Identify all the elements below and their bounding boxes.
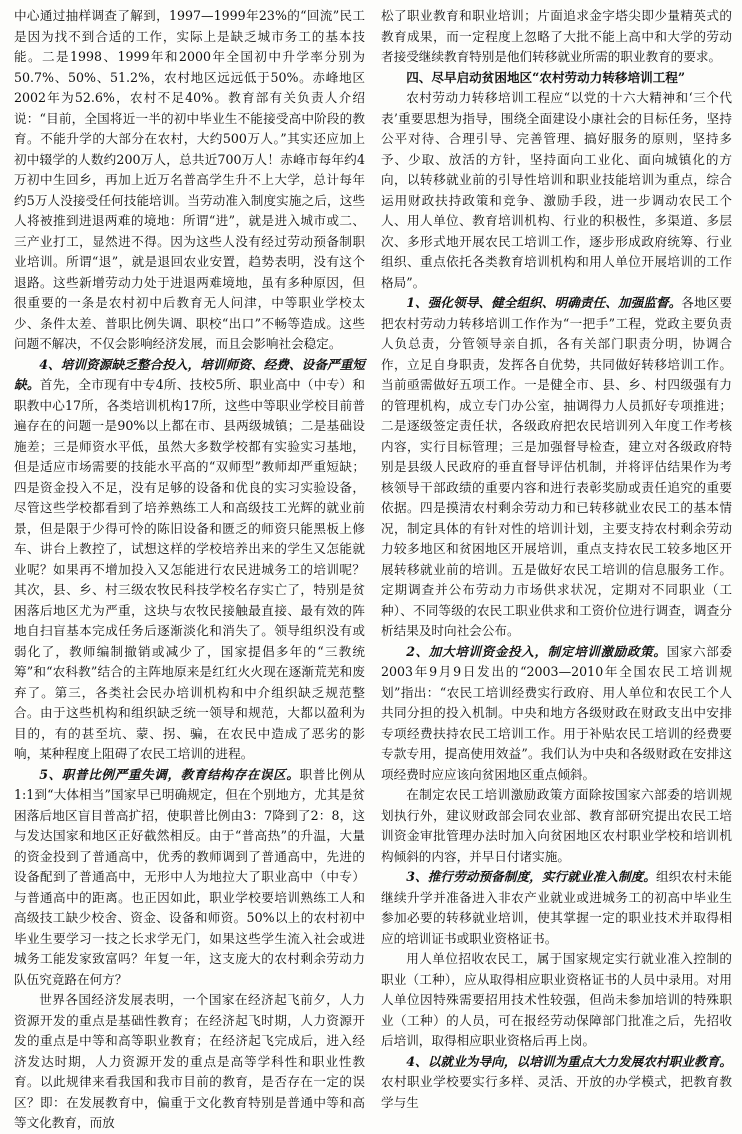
- paragraph-continued-survey: 中心通过抽样调查了解到，1997—1999年23%的“回流”民工是因为找不到合适的工作，实际上是缺乏城市务工的基本技能。二是1998、1999年和2000年全国初中升学率分别为50.7%、50%、51.2%，农村地区远远低于50%。赤峰地区2002年为52.6%，农村不足40%。教育部有关负责人介绍说：“目前，全国将近一半的初中毕业生不能接受高中阶段的教育。不能升学的大部分在农村，大约500万人。”其实还应加上初中辍学的人数约200万人，总共近700万人！赤峰市每年约4万初中生回乡，再加上近万名普高学生升不上大学，总计每年约5万人没接受任何技能培训。当劳动准入制度实施之后，这些人将被推到进退两难的境地：所谓“进”，就是进入城市或二、三产业打工，显然进不得。因为这些人没有经过劳动预备制职业培训。所谓“退”，就是退回农业安置，趋势表明，没有这个退路。这些新增劳动力处于进退两难境地，虽有多种原因，但很重要的一条是农村初中后教育无人问津，中等职业学校太少、条件太差、普职比例失调、职校“出口”不畅等造成。这些问题不解决，不仅会影响经济发展，而且会影响社会稳定。: [14, 8, 365, 351]
- left-column: [14, 6, 365, 1130]
- point-4-paragraph: [14, 355, 365, 765]
- recommendation-3: [381, 867, 732, 949]
- right-column: [381, 6, 733, 1110]
- recommendation-3-continued: 用人单位招收农民工，属于国家规定实行就业准入控制的职业（工种），应从取得相应职业资格证书的人员中录用。对用人单位因特殊需要招用技术性较强，但尚未参加培训的特殊职业（工种）的人员，可在报经劳动保障部门批准之后，先招收后培训，取得相应职业资格后再上岗。: [381, 951, 732, 1048]
- section-4-heading: 四、尽早启动贫困地区“农村劳动力转移培训工程”: [406, 69, 686, 85]
- recommendation-2-lead: 2、加大培训资金投入，制定培训激励政策。: [406, 643, 667, 659]
- point-4-lead: 4、培训资源缺乏整合投入，培训师资、经费、设备严重短缺。: [14, 356, 365, 392]
- paragraph-world-development: 世界各国经济发展表明，一个国家在经济起飞前夕，人力资源开发的重点是基础性教育；在经济起飞时期，人力资源开发的重点是中等和高等职业教育；在经济起飞完成后，进入经济发达时期，人力资源开发的重点是高等学科性和职业性教育。以此规律来看我国和我市目前的教育，是否存在一定的误区？即：在发展教育中，偏重于文化教育特别是普通中等和高等文化教育，而放: [14, 992, 365, 1130]
- point-5-paragraph: [14, 765, 365, 991]
- point-5-lead: 5、职普比例严重失调，教育结构存在误区。: [39, 766, 300, 782]
- point-4-body: 首先，全市现有中专4所、技校5所、职业高中（中专）和职教中心17所，各类培训机构17所，这些中等职业学校目前普遍存在的问题一是90%以上都在市、县两级城镇；二是基础设施差；三是师资水平低，虽然大多数学校都有实验实习基地，但是适应市场需要的技能水平高的“双师型”教师却严重短缺；四是资金投入不足，没有足够的设备和优良的实习实验设备，尽管这些学校都看到了培养熟练工人和高级技工光辉的就业前景，但是限于少得可怜的陈旧设备和匮乏的师资只能黑板上修车、讲台上教控了，试想这样的学校培养出来的学生又怎能就业呢？如果再不增加投入又怎能进行农民进城务工的培训呢？其次，县、乡、村三级农牧民科技学校名存实亡了，特别是贫困落后地区尤为严重，这块与农牧民接触最直接、最有效的阵地自扫盲基本完成任务后逐渐淡化和消失了。领导组织没有或弱化了，教师编制撤销或减少了，国家提倡多年的“三教统筹”和“农科教”结合的主阵地原来是红红火火现在逐渐荒芜和废弃了。第三，各类社会民办培训机构和中介组织缺乏规范整合。由于这些机构和组织缺乏统一领导和规范，大都以盈利为目的，有的甚至坑、蒙、拐、骗，在农民中造成了恶劣的影响，某种程度上阻碍了农民工培训的进程。: [14, 377, 365, 761]
- recommendation-2-continued: 在制定农民工培训激励政策方面除按国家六部委的培训规划执行外，建议财政部会同农业部、教育部研究提出农民工培训资金审批管理办法时加入向贫困地区农村职业学校和培训机构倾斜的内容，并早日付诸实施。: [381, 787, 732, 864]
- recommendation-3-body: 组织农村未能继续升学并准备进入非农产业就业或进城务工的初高中毕业生参加必要的转移就业培训，使其掌握一定的职业技术并取得相应的培训证书或职业资格证书。: [381, 869, 733, 946]
- recommendation-2-body: 国家六部委2003年9月9日发出的“2003—2010年全国农民工培训规划”指出：“农民工培训经费实行政府、用人单位和农民工个人共同分担的投入机制。中央和地方各级财政在财政支出中安排专项经费扶持农民工培训工作。用于补贴农民工培训的经费要专款专用，提高使用效益”。我们认为中央和各级财政在安排这项经费时应应该向贫困地区重点倾斜。: [381, 643, 732, 782]
- recommendation-3-lead: 3、推行劳动预备制度，实行就业准入制度。: [406, 869, 656, 884]
- recommendation-1: [381, 293, 732, 642]
- recommendation-1-body: 各地区要把农村劳动力转移培训工作作为“一把手”工程，党政主要负责人负总责，分管领导亲自抓，各有关部门职责分明，协调合作，立足自身职责，发挥各自优势，共同做好转移培训工作。当前亟需做好五项工作。一是健全市、县、乡、村四级强有力的管理机构，成立专门办公室，抽调得力人员抓好专项推进；二是逐级签定责任状，各级政府把农民培训列入年度工作考核内容，实行目标管理；三是加强督导检查，建立对各级政府特别是县级人民政府的垂直督导评估机制，并将评估结果作为考核领导干部政绩的重要内容和进行表彰奖励或责任追究的重要依据。四是摸清农村剩余劳动力和已转移就业农民工的基本情况，制定具体的有针对性的培训计划，主要支持农村剩余劳动力较多地区和贫困地区开展培训，重点支持农民工较多地区开展转移就业前的培训。五是做好农民工培训的信息服务工作。定期调查并公布劳动力市场供求状况，定期对不同职业（工种）、不同等级的农民工职业供求和工资价位进行调查，调查分析结果及时向社会公布。: [381, 295, 732, 638]
- point-5-body: 职普比例从1:1到“大体相当”国家早已明确规定，但在个别地方，尤其是贫困落后地区盲目普高扩招，使职普比例由3：7降到了2：8，这与发达国家和地区正好截然相反。由于“普高热”的升温，大量的资金投到了普通高中，优秀的教师调到了普通高中，先进的设备配到了普通高中，无形中人为地拉大了职业高中（中专）与普通高中的距离。也正因如此，职业学校要培训熟练工人和高级技工缺少校舍、资金、设备和师资。50%以上的农村初中毕业生要学习一技之长求学无门，如果这些学生流入社会或进城务工能发家致富吗？年复一年，这支庞大的农村剩余劳动力队伍究竟路在何方？: [14, 766, 365, 987]
- paragraph-continued-education: 松了职业教育和职业培训；片面追求金字塔尖即少量精英式的教育成果，而一定程度上忽略了大批不能上高中和大学的劳动者接受继续教育特别是他们转移就业所需的职业教育的要求。: [381, 8, 732, 64]
- recommendation-2: [381, 642, 732, 786]
- recommendation-1-lead: 1、强化领导、健全组织、明确责任、加强监督。: [406, 295, 682, 310]
- paragraph-training-engineering: 农村劳动力转移培训工程应“以党的十六大精神和‘三个代表’重要思想为指导，围绕全面建设小康社会的目标任务，坚持公平对待、合理引导、完善管理、搞好服务的原则，坚持多予、少取、放活的方针，坚持面向工业化、面向城镇化的方向，以转移就业前的引导性培训和职业技能培训为重点，综合运用财政扶持政策和竞争、激励手段，进一步调动农民工个人、用人单位、教育培训机构、行业的积极性，多渠道、多层次、多形式地开展农民工培训工作，逐步形成政府统筹、行业组织、重点依托各类教育培训机构和用人单位开展培训的工作格局”。: [381, 90, 732, 290]
- recommendation-4-body: 农村职业学校要实行多样、灵活、开放的办学模式，把教育教学与生: [381, 1074, 732, 1110]
- recommendation-4: [381, 1052, 732, 1114]
- recommendation-4-lead: 4、以就业为导向，以培训为重点大力发展农村职业教育。: [406, 1053, 732, 1069]
